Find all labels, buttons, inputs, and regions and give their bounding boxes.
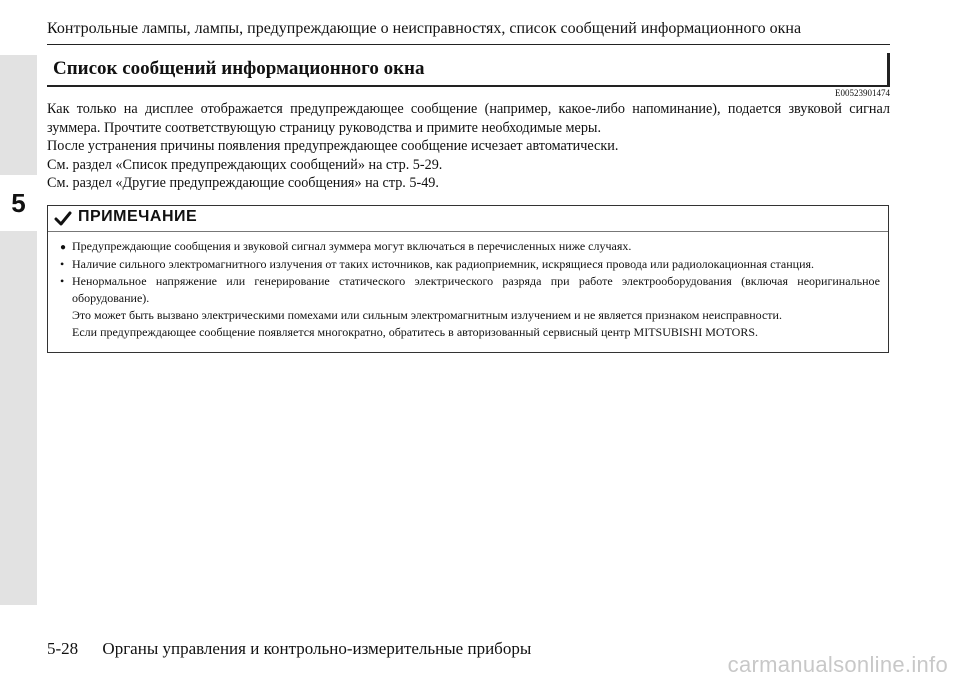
dot-icon: • bbox=[60, 257, 65, 271]
body-text bbox=[47, 100, 890, 193]
page-footer bbox=[47, 639, 531, 659]
running-head: Контрольные лампы, лампы, предупреждающие о неисправностях, список сообщений информационного окна bbox=[47, 20, 802, 37]
note-label: ПРИМЕЧАНИЕ bbox=[78, 208, 198, 225]
watermark: carmanualsonline.info bbox=[727, 652, 948, 677]
note-subitem-text: Ненормальное напряжение или генерирование статического электрического разряда при работе электрооборудования (включая неоригинальное оборудование). bbox=[72, 274, 880, 305]
note-bullet bbox=[60, 238, 880, 256]
note-subitem bbox=[60, 273, 880, 307]
title-end-bar bbox=[887, 53, 890, 85]
footer-chapter-title: Органы управления и контрольно-измерительные приборы bbox=[102, 639, 532, 658]
section-title: Список сообщений информационного окна bbox=[53, 58, 425, 79]
note-header bbox=[48, 206, 888, 232]
header-divider bbox=[47, 44, 890, 45]
dot-icon: • bbox=[60, 274, 65, 288]
note-bullet-text: Предупреждающие сообщения и звуковой сигнал зуммера могут включаться в перечисленных ниже случаях. bbox=[72, 239, 632, 253]
paragraph: После устранения причины появления предупреждающее сообщение исчезает автоматически. bbox=[47, 138, 619, 155]
chapter-number: 5 bbox=[0, 175, 37, 231]
note-line: Это может быть вызвано электрическими помехами или сильным электромагнитным излучением и не является признаком неисправности. bbox=[72, 308, 782, 322]
section-code: E00523901474 bbox=[835, 88, 890, 98]
section-title-bar bbox=[47, 53, 890, 87]
cross-reference: См. раздел «Другие предупреждающие сообщения» на стр. 5-49. bbox=[47, 175, 439, 192]
note-line: Если предупреждающее сообщение появляется многократно, обратитесь в авторизованный сервисный центр MITSUBISHI MOTORS. bbox=[72, 325, 758, 339]
paragraph: Как только на дисплее отображается предупреждающее сообщение (например, какое-либо напоминание), подается звуковой сигнал зуммера. Прочтите соответствующую страницу руководства и примите необходимые меры. bbox=[47, 101, 890, 136]
chapter-side-tab bbox=[0, 55, 37, 605]
bullet-dot-icon: ● bbox=[60, 242, 67, 253]
note-body bbox=[48, 232, 888, 341]
note-check-icon bbox=[54, 210, 72, 228]
note-subitem bbox=[60, 256, 880, 273]
page-number: 5-28 bbox=[47, 639, 79, 658]
note-subitem-text: Наличие сильного электромагнитного излучения от таких источников, как радиоприемник, искрящиеся провода или радиолокационная станция. bbox=[72, 257, 815, 271]
cross-reference: См. раздел «Список предупреждающих сообщений» на стр. 5-29. bbox=[47, 156, 443, 173]
note-box bbox=[47, 205, 889, 353]
